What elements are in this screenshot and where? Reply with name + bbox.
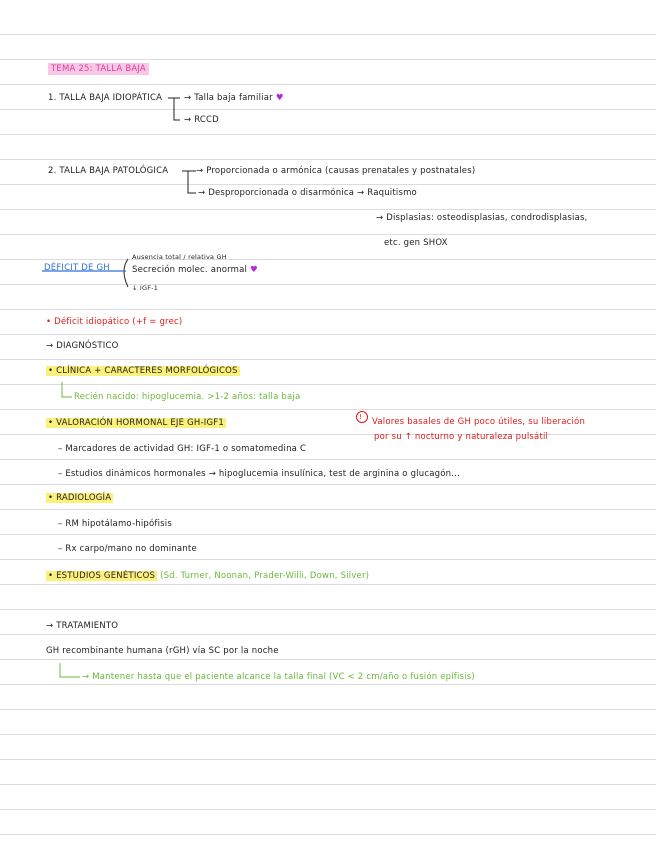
section1-label: 1. TALLA BAJA IDIOPÁTICA — [48, 93, 163, 103]
section1-branch1-text: Talla baja familiar — [194, 93, 273, 103]
geneticos-list: (Sd. Turner, Noonan, Prader-Willi, Down, Silver) — [160, 571, 370, 581]
section2-branch2: → Desproporcionada o disarmónica → Raquitismo — [198, 188, 417, 198]
diagnostico-heading: → DIAGNÓSTICO — [46, 341, 119, 351]
deficit-item-2-text: Secreción molec. anormal — [132, 265, 248, 275]
side-note-line2: por su ↑ nocturno y naturaleza pulsátil — [374, 432, 549, 442]
deficit-label: DÉFICIT DE GH — [44, 263, 110, 273]
section2-branch2-text: Desproporcionada o disarmónica — [208, 188, 355, 198]
section2-branch1: → Proporcionada o armónica (causas prenatales y postnatales) — [196, 166, 476, 176]
tratamiento-line2-text: Mantener hasta que el paciente alcance la talla final (VC < 2 cm/año o fusión epífisis) — [92, 672, 475, 682]
bracket-section1 — [174, 98, 180, 120]
tratamiento-line2: → Mantener hasta que el paciente alcance la talla final (VC < 2 cm/año o fusión epífisis) — [82, 672, 475, 682]
section2-label: 2. TALLA BAJA PATOLÓGICA — [48, 166, 169, 176]
section2-sub2b: etc. gen SHOX — [384, 238, 448, 248]
clinica-text: • CLÍNICA + CARACTERES MORFOLÓGICOS — [48, 366, 238, 376]
recien-nacido-note: Recién nacido: hipoglucemia. >1-2 años: talla baja — [74, 392, 301, 402]
section2-sub2-text: Displasias: osteodisplasias, condrodisplasias, — [386, 213, 588, 223]
arrow-green-1 — [62, 382, 72, 397]
tratamiento-heading: → TRATAMIENTO — [46, 621, 119, 631]
radiologia-item — [46, 492, 113, 504]
brace-deficit — [124, 259, 128, 287]
estudios-item: – Estudios dinámicos hormonales → hipoglucemia insulínica, test de arginina o glucagón... — [58, 469, 460, 479]
deficit-item-3: ↓ IGF-1 — [132, 284, 159, 292]
heart-icon: ♥ — [275, 93, 284, 103]
deficit-item-1: Ausencia total / relativa GH — [132, 253, 227, 261]
deficit-item-2 — [132, 264, 258, 276]
geneticos-text: • ESTUDIOS GENÉTICOS — [48, 571, 156, 581]
geneticos-item — [46, 570, 369, 582]
valoracion-item — [46, 417, 226, 429]
clinica-item — [46, 365, 240, 377]
section1-branch1: → Talla baja familiar ♥ — [184, 93, 284, 103]
rx-hipofisis-item: – RM hipotálamo-hipófisis — [58, 519, 172, 529]
section1-branch2: → RCCD — [184, 115, 219, 125]
heart-icon: ♥ — [250, 265, 258, 275]
section2-sub1: Raquitismo — [367, 188, 417, 198]
marcadores-item: – Marcadores de actividad GH: IGF-1 o somatomedina C — [58, 444, 307, 454]
section1-branch2-text: RCCD — [194, 115, 219, 125]
rx-carpo-item: – Rx carpo/mano no dominante — [58, 544, 197, 554]
radiologia-text: • RADIOLOGÍA — [48, 493, 112, 503]
bracket-section2 — [188, 171, 196, 193]
valoracion-text: • VALORACIÓN HORMONAL EJE GH-IGF1 — [48, 418, 224, 428]
page-title: TEMA 25: TALLA BAJA — [48, 63, 149, 75]
section2-sub2: → Displasias: osteodisplasias, condrodisplasias, — [376, 213, 588, 223]
section2-branch1-text: Proporcionada o armónica (causas prenatales y postnatales) — [206, 166, 476, 176]
tratamiento-line1: GH recombinante humana (rGH) vía SC por la noche — [46, 646, 279, 656]
deficit-idiopatico: • Déficit idiopático (+f = grec) — [46, 317, 183, 327]
side-note-marker: ! — [359, 413, 363, 421]
side-note-line1: Valores basales de GH poco útiles, su liberación — [372, 417, 586, 427]
arrow-green-2 — [60, 663, 80, 677]
